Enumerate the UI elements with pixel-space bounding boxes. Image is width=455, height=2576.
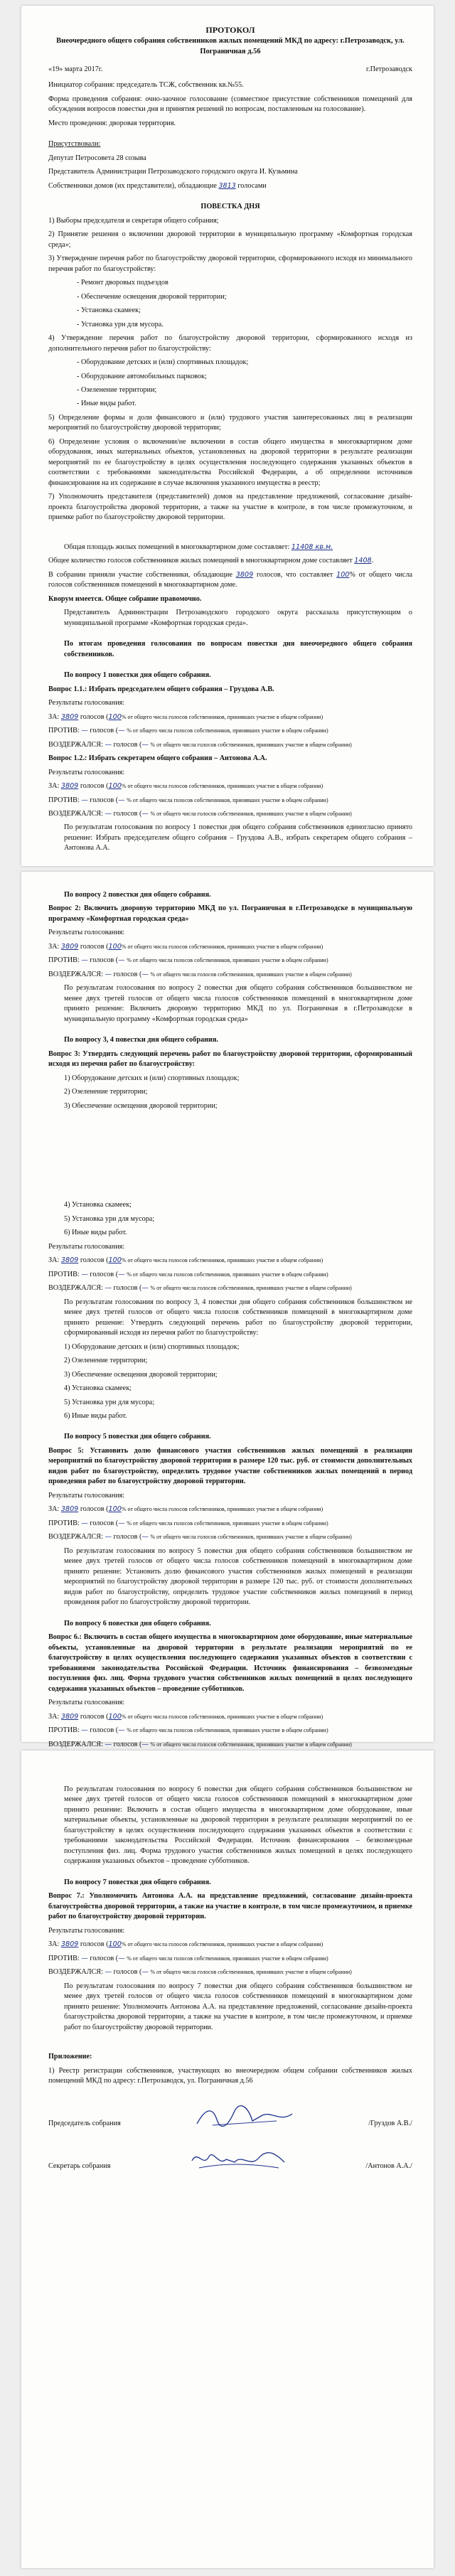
q7-question: Вопрос 7.: Уполномочить Антонова А.А. на представление предложений, согласование дизайн-проекта благоустройства дворовой территории, а также на участие в контроле, в том числе промежуточном, и приемке работ по благоустройству дворовой территории. — [48, 1892, 412, 1921]
q34-list-item: 4) Установка скамеек; — [64, 1201, 132, 1209]
q34-result-item: 2) Озеленение территории; — [64, 1357, 148, 1365]
present-deputy: Депутат Петросовета 28 созыва — [48, 154, 146, 162]
vozd-pct: — — [141, 1740, 149, 1748]
extra-work: - Оборудование автомобильных парковок; — [77, 372, 207, 380]
vote-za: ЗА: 3809 голосов (100% от общего числа голосов собственников, принявших участие в общем собрании) — [48, 1505, 323, 1514]
vozd-count: — — [105, 970, 112, 978]
za-note: % от общего числа голосов собственников, принявших участие в общем собрании) — [121, 1506, 323, 1513]
document-title: ПРОТОКОЛ — [205, 25, 255, 35]
protiv-label: ПРОТИВ — [48, 956, 77, 965]
vozd-unit: голосов — [113, 970, 138, 978]
extra-work: - Озеленение территории; — [77, 385, 157, 394]
vote-vozd: ВОЗДЕРЖАЛСЯ: — голосов (— % от общего числа голосов собственников, принявших участие в общем собрании) — [48, 1968, 352, 1977]
chair-signature-icon — [191, 2104, 298, 2129]
vozd-note: % от общего числа голосов собственников, принявших участие в общем собрании) — [150, 1534, 352, 1541]
vozd-unit: голосов — [113, 740, 138, 749]
vote-protiv: ПРОТИВ: — голосов (— % от общего числа голосов собственников, принявших участие в общем собрании) — [48, 796, 328, 804]
quorum-area-value: 11408 кв.м. — [291, 543, 333, 551]
protiv-pct: — — [118, 1270, 125, 1278]
q34-question: Вопрос 3: Утвердить следующий перечень работ по благоустройству дворовой территории, сформированный исходя из перечня работ по благоустройству: — [48, 1049, 412, 1069]
agenda-item-7: 7) Уполномочить представителя (представителей) домов на представление предложений, согласование дизайн-проекта благоустройства дворовой территории, а также на участие в контроле, в том числе промежуточном, и приемке работ по благоустройству дворовой территории. — [48, 493, 412, 522]
za-pct: 100 — [108, 1256, 122, 1265]
protiv-unit: голосов — [90, 1270, 114, 1278]
protiv-pct: — — [118, 956, 125, 965]
protiv-label: ПРОТИВ — [48, 1726, 77, 1735]
q34-list-item: 6) Иные виды работ. — [64, 1229, 127, 1237]
min-work: - Установка скамеек; — [77, 306, 141, 315]
protiv-unit: голосов — [90, 956, 114, 965]
protiv-unit: голосов — [90, 1519, 114, 1527]
za-note: % от общего числа голосов собственников, принявших участие в общем собрании) — [121, 1713, 323, 1720]
votes-label: Результаты голосования: — [48, 1699, 125, 1707]
protiv-count: — — [81, 796, 88, 804]
protocol-page-2 — [21, 872, 434, 1748]
protiv-unit: голосов — [90, 1954, 114, 1962]
za-note: % от общего числа голосов собственников, принявших участие в общем собрании) — [121, 943, 323, 950]
agenda-item-3: 3) Утверждение перечня работ по благоустройству дворовой территории, сформированного исходя из минимального перечня работ по благоустройству: — [48, 255, 412, 273]
za-label: ЗА — [48, 712, 58, 721]
vozd-label: ВОЗДЕРЖАЛСЯ — [48, 810, 102, 818]
secretary-label: Секретарь собрания — [48, 2162, 111, 2171]
vote-za: ЗА: 3809 голосов (100% от общего числа голосов собственников, принявших участие в общем собрании) — [48, 1256, 323, 1265]
q6-result: По результатам голосования по вопросу 6 повестки дня общего собрания собственников большинством не менее двух третей голосов от общего числа голосов собственников помещений в многоквартирном доме принято решение: Включить в состав общего имущества в многоквартирном доме оборудование, иные материальные объекты, установленные на дворовой территории в результате реализации мероприятий по ее благоустройству в целях осуществления последующего содержания указанных объектов в соответствии с требованиями законодательства Российской Федерации. Источник финансирования – безвозмездные поступления физ. лиц. Форма трудового участия собственников жилых помещений в целях последующего содержания указанных объектов – проведение субботников. — [64, 1785, 412, 1866]
vozd-count: — — [105, 1533, 112, 1541]
vote-protiv: ПРОТИВ: — голосов (— % от общего числа голосов собственников, принявших участие в общем собрании) — [48, 1954, 328, 1962]
q34-list-item: 5) Установка урн для мусора; — [64, 1214, 155, 1223]
vozd-note: % от общего числа голосов собственников, принявших участие в общем собрании) — [150, 811, 352, 817]
za-label: ЗА — [48, 1256, 58, 1265]
za-count: 3809 — [60, 1940, 79, 1949]
q34-result-item: 4) Установка скамеек; — [64, 1384, 132, 1393]
za-unit: голосов — [80, 1505, 105, 1514]
q34-result-item: 3) Обеспечение освещения дворовой территории; — [64, 1370, 218, 1379]
za-count: 3809 — [60, 782, 79, 791]
quorum-participants — [48, 570, 412, 591]
vozd-note: % от общего числа голосов собственников, принявших участие в общем собрании) — [150, 1285, 352, 1292]
q1-2-question: Вопрос 1.2.: Избрать секретарем общего собрания – Антонова А.А. — [48, 754, 267, 763]
protiv-note: % от общего числа голосов собственников, принявших участие в общем собрании) — [127, 1271, 328, 1278]
present-label: Присутствовали: — [48, 140, 101, 149]
secretary-signature-row — [48, 2147, 412, 2172]
intro-initiator: Инициатор собрания: председатель ТСЖ, собственник кв.№55. — [48, 81, 244, 90]
protiv-note: % от общего числа голосов собственников, принявших участие в общем собрании) — [127, 1727, 328, 1734]
vote-protiv: ПРОТИВ: — голосов (— % от общего числа голосов собственников, принявших участие в общем собрании) — [48, 1519, 328, 1527]
za-label: ЗА — [48, 942, 58, 951]
intro-place: Место проведения: дворовая территория. — [48, 119, 176, 127]
za-count: 3809 — [60, 712, 79, 721]
protiv-count: — — [81, 727, 88, 735]
protiv-pct: — — [118, 727, 125, 735]
vozd-note: % от общего числа голосов собственников, принявших участие в общем собрании) — [150, 1969, 352, 1976]
protiv-pct: — — [118, 1726, 125, 1735]
za-note: % от общего числа голосов собственников, принявших участие в общем собрании) — [121, 1941, 323, 1948]
vozd-pct: — — [141, 1968, 149, 1977]
vozd-pct: — — [141, 810, 149, 818]
q7-result: По результатам голосования по вопросу 7 повестки дня общего собрания собственников большинством не менее двух третей голосов от общего числа голосов собственников помещений в многоквартирном доме принято решение: Уполномочить Антонова А.А. на представление предложений, согласование дизайн-проекта благоустройства дворовой территории, а также на участие в контроле, в том числе промежуточном, и приемке работ по благоустройству дворовой территории. — [64, 1982, 412, 2031]
vozd-pct: — — [141, 1533, 149, 1541]
chair-signature-row — [48, 2104, 412, 2129]
quorum-part-value: 3809 — [235, 570, 254, 579]
q34-list-item: 3) Обеспечение освещения дворовой территории; — [64, 1101, 218, 1110]
present-admin: Представитель Администрации Петрозаводского городского округа И. Кузьмина — [48, 168, 298, 176]
present-owners — [48, 181, 412, 191]
q34-list-item: 1) Оборудование детских и (или) спортивных площадок; — [64, 1074, 240, 1082]
q34-result: По результатам голосования по вопросу 3, 4 повестки дня общего собрания собственников большинством не менее двух третей голосов от общего числа голосов собственников помещений в многоквартирном доме принято решение: Утвердить следующий перечень работ по благоустройству дворовой территории, сформированный исходя из перечня работ по благоустройству: — [64, 1298, 412, 1337]
quorum-total-text: Общее количество голосов собственников жилых помещений в многоквартирном доме составляет — [48, 557, 353, 565]
quorum-part-text3: % от общего числа голосов собственников помещений в многоквартирном доме. — [48, 570, 413, 589]
q7-heading: По вопросу 7 повестки дня общего собрания. — [64, 1878, 211, 1886]
quorum-area — [48, 543, 412, 552]
protiv-note: % от общего числа голосов собственников, принявших участие в общем собрании) — [127, 1519, 328, 1527]
vozd-label: ВОЗДЕРЖАЛСЯ — [48, 1740, 102, 1748]
za-unit: голосов — [80, 712, 105, 721]
vote-vozd: ВОЗДЕРЖАЛСЯ: — голосов (— % от общего числа голосов собственников, принявших участие в общем собрании) — [48, 970, 352, 978]
q6-question: Вопрос 6.: Включить в состав общего имущества в многоквартирном доме оборудование, иные материальные объекты, установленные на дворовой территории в результате реализации мероприятий по ее благоустройству в целях осуществления последующего содержания указанных объектов в соответствии с требованиями законодательства Российской Федерации. Источник финансирования – безвозмездные поступления физ. лиц. Форма трудового участия собственников жилых помещений в целях последующего содержания указанных объектов – проведение субботников. — [48, 1633, 412, 1693]
za-unit: голосов — [80, 942, 105, 951]
protiv-note: % от общего числа голосов собственников, принявших участие в общем собрании) — [127, 1955, 328, 1962]
chair-label: Председатель собрания — [48, 2120, 121, 2128]
vote-protiv: ПРОТИВ: — голосов (— % от общего числа голосов собственников, принявших участие в общем собрании) — [48, 956, 328, 965]
chair-name: /Груздов А.В./ — [368, 2120, 412, 2128]
vozd-count: — — [105, 740, 112, 749]
q1-heading: По вопросу 1 повестки дня общего собрания. — [64, 671, 211, 680]
extra-work: - Оборудование детских и (или) спортивных площадок; — [77, 358, 249, 367]
vozd-note: % от общего числа голосов собственников, принявших участие в общем собрании) — [150, 1741, 352, 1748]
present-owners-votes: 3813 — [218, 181, 236, 190]
za-unit: голосов — [80, 1712, 105, 1721]
protiv-unit: голосов — [90, 796, 114, 804]
q34-result-item: 6) Иные виды работ. — [64, 1411, 127, 1420]
protiv-note: % от общего числа голосов собственников, принявших участие в общем собрании) — [127, 727, 328, 734]
vozd-count: — — [105, 1740, 112, 1748]
vote-protiv: ПРОТИВ: — голосов (— % от общего числа голосов собственников, принявших участие в общем собрании) — [48, 727, 328, 735]
quorum-part-text: В собрании приняли участие собственники, обладающие — [48, 570, 232, 579]
protiv-count: — — [81, 1519, 88, 1527]
extra-work: - Иные виды работ. — [77, 400, 136, 408]
protiv-count: — — [81, 1270, 88, 1278]
q5-result: По результатам голосования по вопросу 5 повестки дня общего собрания собственников большинством не менее двух третей голосов от общего числа голосов собственников помещений в многоквартирном доме принято решение: Установить долю финансового участия собственников жилых помещений в реализации мероприятий по благоустройству дворовой территории в размере 120 тыс. руб. от стоимости дополнительных видов работ по благоустройству, определить трудовое участие собственников жилых помещений в период проведения работ по благоустройству дворовой территории. — [64, 1546, 412, 1607]
vozd-count: — — [105, 810, 112, 818]
quorum-area-text: Общая площадь жилых помещений в многоквартирном доме составляет: — [64, 543, 290, 551]
agenda-item-2: 2) Принятие решения о включении дворовой территории в муниципальную программу «Комфортная городская среда»; — [48, 230, 412, 249]
za-count: 3809 — [60, 942, 79, 951]
vote-za: ЗА: 3809 голосов (100% от общего числа голосов собственников, принявших участие в общем собрании) — [48, 1940, 323, 1949]
za-unit: голосов — [80, 1940, 105, 1949]
votes-label: Результаты голосования: — [48, 768, 125, 776]
vozd-label: ВОЗДЕРЖАЛСЯ — [48, 1968, 102, 1977]
quorum-part-text2: голосов, что составляет — [256, 570, 333, 579]
protiv-unit: голосов — [90, 1726, 114, 1735]
present-owners-prefix: Собственники домов (их представители), обладающие — [48, 181, 217, 190]
vote-za: ЗА: 3809 голосов (100% от общего числа голосов собственников, принявших участие в общем собрании) — [48, 942, 323, 951]
protiv-label: ПРОТИВ — [48, 1270, 77, 1278]
za-pct: 100 — [108, 942, 122, 951]
vozd-note: % от общего числа голосов собственников, принявших участие в общем собрании) — [150, 741, 352, 748]
za-pct: 100 — [108, 712, 122, 721]
vozd-count: — — [105, 1968, 112, 1977]
admin-speech: Представитель Администрации Петрозаводского городского округа рассказала присутствующим о муниципальной программе «Комфортная городская среда». — [64, 609, 412, 627]
protiv-count: — — [81, 1954, 88, 1962]
vote-vozd: ВОЗДЕРЖАЛСЯ: — голосов (— % от общего числа голосов собственников, принявших участие в общем собрании) — [48, 1533, 352, 1541]
q34-heading: По вопросу 3, 4 повестки дня общего собрания. — [64, 1036, 218, 1044]
agenda-item-1: 1) Выборы председателя и секретаря общего собрания; — [48, 216, 219, 225]
q1-1-question: Вопрос 1.1.: Избрать председателем общего собрания – Груздова А.В. — [48, 685, 274, 693]
vozd-unit: голосов — [113, 810, 138, 818]
q6-heading: По вопросу 6 повестки дня общего собрания. — [64, 1619, 211, 1628]
agenda-item-4: 4) Утверждение перечня работ по благоустройству дворовой территории, сформированного исходя из дополнительного перечня работ по благоустройству: — [48, 334, 412, 353]
agenda-item-5: 5) Определение формы и доли финансового и (или) трудового участия заинтересованных лиц в реализации мероприятий по благоустройству дворовой территории; — [48, 413, 412, 432]
protiv-note: % от общего числа голосов собственников, принявших участие в общем собрании) — [127, 957, 328, 964]
za-count: 3809 — [60, 1256, 79, 1265]
votes-label: Результаты голосования: — [48, 929, 125, 937]
vozd-count: — — [105, 1284, 112, 1293]
vozd-unit: голосов — [113, 1284, 138, 1293]
vote-za: ЗА: 3809 голосов (100% от общего числа голосов собственников, принявших участие в общем собрании) — [48, 782, 323, 791]
q2-question: Вопрос 2: Включить дворовую территорию МКД по ул. Пограничная в г.Петрозаводске в муниципальную программу «Комфортная городская среда» — [48, 904, 412, 923]
vozd-unit: голосов — [113, 1968, 138, 1977]
za-count: 3809 — [60, 1505, 79, 1514]
vozd-pct: — — [141, 970, 149, 978]
vozd-label: ВОЗДЕРЖАЛСЯ — [48, 1284, 102, 1293]
protiv-label: ПРОТИВ — [48, 727, 77, 735]
quorum-total: Общее количество голосов собственников жилых помещений в многоквартирном доме составляет 1408. — [48, 557, 374, 565]
vote-vozd: ВОЗДЕРЖАЛСЯ: — голосов (— % от общего числа голосов собственников, принявших участие в общем собрании) — [48, 740, 352, 749]
quorum-total-value: 1408 — [354, 557, 372, 565]
za-note: % от общего числа голосов собственников, принявших участие в общем собрании) — [121, 1257, 323, 1264]
quorum-status: Кворум имеется. Общее собрание правомочно. — [48, 594, 202, 603]
vote-protiv: ПРОТИВ: — голосов (— % от общего числа голосов собственников, принявших участие в общем собрании) — [48, 1726, 328, 1735]
vozd-label: ВОЗДЕРЖАЛСЯ — [48, 1533, 102, 1541]
za-count: 3809 — [60, 1712, 79, 1721]
vozd-label: ВОЗДЕРЖАЛСЯ — [48, 970, 102, 978]
votes-label: Результаты голосования: — [48, 1242, 125, 1251]
vozd-pct: — — [141, 740, 149, 749]
protiv-note: % от общего числа голосов собственников, принявших участие в общем собрании) — [127, 796, 328, 803]
vote-protiv: ПРОТИВ: — голосов (— % от общего числа голосов собственников, принявших участие в общем собрании) — [48, 1270, 328, 1278]
protiv-count: — — [81, 1726, 88, 1735]
q5-heading: По вопросу 5 повестки дня общего собрания. — [64, 1433, 211, 1441]
protiv-pct: — — [118, 1954, 125, 1962]
za-label: ЗА — [48, 1712, 58, 1721]
vozd-note: % от общего числа голосов собственников, принявших участие в общем собрании) — [150, 971, 352, 978]
za-label: ЗА — [48, 782, 58, 791]
agenda-item-6: 6) Определение условия о включении/не включении в состав общего имущества в многоквартирном доме оборудования, иных материальных объектов, установленных на дворовой территории в результате реализации мероприятий по ее благоустройству в целях осуществления последующего содержания указанных объектов в соответствии с требованиями законодательства Российской Федерации, а об определении источников финансирования на их содержание в случае включения указанного имущества в реестр; — [48, 437, 412, 487]
quorum-part-pct: 100 — [336, 570, 350, 579]
za-note: % от общего числа голосов собственников, принявших участие в общем собрании) — [121, 713, 323, 720]
min-work: - Установка урн для мусора. — [77, 320, 164, 328]
q5-question: Вопрос 5: Установить долю финансового участия собственников жилых помещений в реализации мероприятий по благоустройству дворовой территории в размере 120 тыс. руб. от стоимости дополнительных видов работ по благоустройству, определить трудовое участие собственников жилых помещений в период проведения работ по благоустройству дворовой территории. — [48, 1446, 412, 1486]
vote-vozd: ВОЗДЕРЖАЛСЯ: — голосов (— % от общего числа голосов собственников, принявших участие в общем собрании) — [48, 1740, 352, 1748]
protiv-pct: — — [118, 796, 125, 804]
vote-vozd: ВОЗДЕРЖАЛСЯ: — голосов (— % от общего числа голосов собственников, принявших участие в общем собрании) — [48, 810, 352, 818]
q34-list-item: 2) Озеленение территории; — [64, 1088, 148, 1096]
za-note: % от общего числа голосов собственников, принявших участие в общем собрании) — [121, 783, 323, 790]
vote-za: ЗА: 3809 голосов (100% от общего числа голосов собственников, принявших участие в общем собрании) — [48, 712, 323, 721]
secretary-name: /Антонов А.А./ — [365, 2162, 412, 2171]
za-label: ЗА — [48, 1940, 58, 1949]
min-work: - Ремонт дворовых подъездов — [77, 279, 168, 287]
za-pct: 100 — [108, 1505, 122, 1514]
meeting-date: «19» марта 2017г. — [48, 65, 103, 73]
vozd-pct: — — [141, 1284, 149, 1293]
min-work: - Обеспечение освещения дворовой территории; — [77, 292, 227, 301]
protiv-pct: — — [118, 1519, 125, 1527]
document-subtitle: Внеочередного общего собрания собственников жилых помещений МКД по адресу: г.Петрозаводск, ул. Пограничная д.56 — [56, 37, 405, 55]
appendix-label: Приложение: — [48, 2053, 92, 2061]
vozd-unit: голосов — [113, 1533, 138, 1541]
votes-label: Результаты голосования: — [48, 1491, 125, 1500]
za-pct: 100 — [108, 1940, 122, 1949]
za-label: ЗА — [48, 1505, 58, 1514]
meeting-city: г.Петрозаводск — [366, 65, 412, 73]
protiv-label: ПРОТИВ — [48, 1954, 77, 1962]
protiv-count: — — [81, 956, 88, 965]
intro-form: Форма проведения собрания: очно-заочное голосование (совместное присутствие собственников помещений для обсуждения вопросов повестки дня и принятия решений по вопросам, поставленным на голосование). — [48, 95, 412, 114]
results-opening: По итогам проведения голосования по вопросам повестки дня внеочередного общего собрания собственников. — [64, 640, 412, 658]
protiv-label: ПРОТИВ — [48, 1519, 77, 1527]
protiv-unit: голосов — [90, 727, 114, 735]
vozd-unit: голосов — [113, 1740, 138, 1748]
protocol-page-3 — [21, 1751, 434, 2568]
za-pct: 100 — [108, 1712, 122, 1721]
protocol-page-1 — [21, 6, 434, 866]
za-pct: 100 — [108, 782, 122, 791]
q2-heading: По вопросу 2 повестки дня общего собрания. — [64, 891, 211, 899]
appendix-item: 1) Реестр регистрации собственников, участвующих во внеочередном общем собрании собственников жилых помещений МКД по адресу: г.Петрозаводск, ул. Пограничная д.56 — [48, 2066, 412, 2085]
q34-result-item: 1) Оборудование детских и (или) спортивных площадок; — [64, 1342, 240, 1351]
present-owners-suffix: голосами — [237, 181, 267, 190]
q2-result: По результатам голосования по вопросу 2 повестки дня общего собрания собственников большинством не менее двух третей голосов от общего числа голосов собственников помещений в многоквартирном доме принято решение: Включить дворовую территорию МКД по ул. Пограничная в г.Петрозаводске в муниципальную программу «Комфортная городская среда» — [64, 984, 412, 1023]
vote-vozd: ВОЗДЕРЖАЛСЯ: — голосов (— % от общего числа голосов собственников, принявших участие в общем собрании) — [48, 1284, 352, 1293]
vozd-label: ВОЗДЕРЖАЛСЯ — [48, 740, 102, 749]
za-unit: голосов — [80, 782, 105, 791]
votes-label: Результаты голосования: — [48, 699, 125, 707]
agenda-title: ПОВЕСТКА ДНЯ — [200, 203, 260, 211]
vote-za: ЗА: 3809 голосов (100% от общего числа голосов собственников, принявших участие в общем собрании) — [48, 1712, 323, 1721]
votes-label: Результаты голосования: — [48, 1926, 125, 1935]
za-unit: голосов — [80, 1256, 105, 1265]
q1-result: По результатам голосования по вопросу 1 повестки дня общего собрания собственников единогласно принято решение: Избрать председателем общего собрания – Груздова А.В., избрать секретарем общего собрания – Антонова А.А. — [64, 823, 412, 853]
protiv-label: ПРОТИВ — [48, 796, 77, 804]
secretary-signature-icon — [185, 2147, 291, 2172]
q34-result-item: 5) Установка урн для мусора; — [64, 1398, 155, 1406]
